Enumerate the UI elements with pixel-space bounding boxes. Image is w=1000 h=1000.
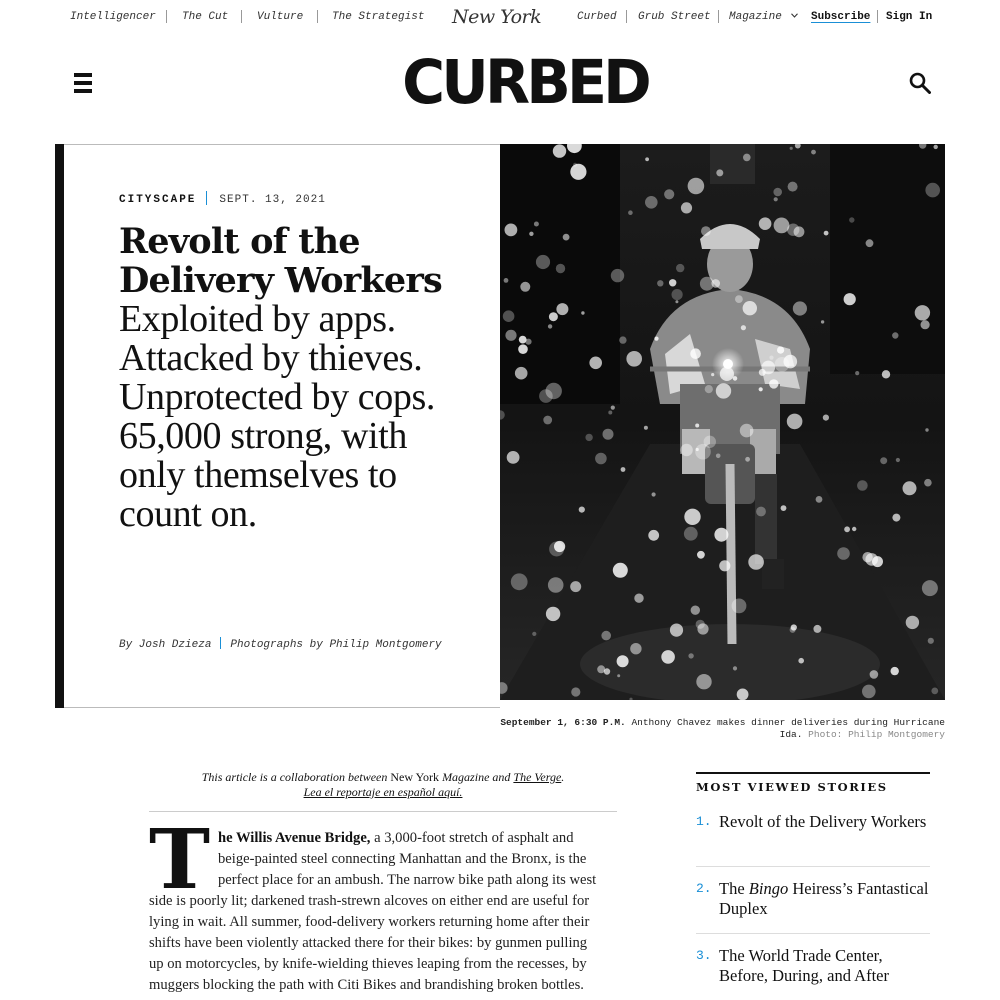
rain-drop — [503, 310, 515, 322]
nav-magazine[interactable] — [729, 11, 798, 23]
rain-drop — [733, 376, 738, 381]
rain-drop — [720, 367, 734, 381]
rain-drop — [781, 505, 787, 511]
rain-drop — [507, 451, 520, 464]
headline-italic: Bingo — [748, 879, 789, 898]
rain-drop — [922, 580, 938, 596]
search-icon[interactable] — [909, 72, 931, 94]
rain-drop — [915, 305, 930, 320]
rain-drop — [745, 457, 750, 462]
caption-time: September 1, 6:30 P.M. — [500, 717, 626, 728]
rain-drop — [823, 415, 829, 421]
rain-drop — [714, 528, 728, 542]
rain-drop — [816, 496, 823, 503]
rain-drop — [645, 196, 658, 209]
rain-drop — [691, 606, 700, 615]
rain-drop — [759, 217, 772, 230]
rain-drop — [696, 674, 711, 689]
rain-drop — [735, 295, 743, 303]
nav-divider — [718, 10, 719, 23]
rain-drop — [664, 189, 674, 199]
rain-drop — [696, 448, 699, 451]
rain-drop — [681, 202, 692, 213]
rain-drop — [855, 371, 859, 375]
rain-drop — [595, 453, 607, 465]
rain-drop — [505, 330, 516, 341]
rain-drop — [657, 280, 663, 286]
rain-drop — [759, 387, 763, 391]
collab-period: . — [561, 770, 565, 784]
rain-drop — [645, 157, 649, 161]
caption-text: Anthony Chavez makes dinner deliveries during Hurricane Ida. — [631, 717, 945, 740]
rain-drop — [762, 361, 776, 375]
body-line: up on motorcycles, by knife-wielding thieves leaping from the recesses, by — [149, 956, 587, 972]
rain-drop — [811, 150, 816, 155]
most-viewed-rule — [696, 772, 930, 774]
rain-drop — [733, 666, 737, 670]
rain-drop — [925, 183, 940, 198]
rain-drop — [603, 429, 614, 440]
rain-drop — [837, 547, 850, 560]
rain-drop — [704, 436, 716, 448]
rain-drop — [579, 507, 585, 513]
rain-drop — [611, 269, 624, 282]
rain-drop — [669, 279, 676, 286]
curbed-logo[interactable]: CURBED — [402, 47, 648, 118]
rain-drop — [661, 650, 675, 664]
headline-title: Revolt of the Delivery Workers — [119, 221, 442, 301]
headline-part: Heiress’s Fantastical Duplex — [719, 879, 929, 918]
nav-curbed[interactable]: Curbed — [577, 11, 617, 23]
rain-drop — [628, 210, 633, 215]
rain-drop — [534, 222, 539, 227]
rain-drop — [732, 599, 747, 614]
rain-drop — [554, 541, 565, 552]
collaboration-note — [149, 770, 617, 800]
rain-drop — [543, 416, 552, 425]
rain-drop — [648, 530, 659, 541]
rain-drop — [769, 379, 778, 388]
rain-drop — [634, 594, 643, 603]
rain-drop — [852, 527, 856, 531]
rain-drop — [743, 301, 757, 315]
rain-drop — [504, 278, 509, 283]
rain-drop — [716, 383, 731, 398]
rain-drop — [849, 217, 854, 222]
publish-date: SEPT. 13, 2021 — [219, 194, 326, 206]
rain-drop — [644, 426, 648, 430]
rain-drop — [520, 282, 530, 292]
rain-drop — [711, 373, 714, 376]
hero-photo — [500, 144, 945, 700]
spanish-version-link[interactable]: Lea el reportaje en español aquí. — [303, 785, 463, 799]
rain-drop — [675, 300, 678, 303]
rain-drop — [716, 169, 723, 176]
rain-drop — [866, 239, 874, 247]
rain-drop — [788, 182, 798, 192]
hamburger-icon[interactable] — [74, 73, 92, 95]
rain-drop — [573, 163, 577, 167]
collab-magazine: Magazine — [442, 770, 490, 784]
rain-drop — [719, 560, 730, 571]
rain-drop — [892, 332, 898, 338]
rain-drop — [740, 424, 754, 438]
rain-drop — [892, 514, 900, 522]
nav-the-strategist[interactable]: The Strategist — [332, 11, 425, 23]
byline-divider — [220, 637, 221, 649]
nav-vulture[interactable]: Vulture — [257, 11, 304, 23]
collab-and: and — [492, 770, 511, 784]
body-line — [149, 828, 617, 849]
rain-drop — [684, 527, 698, 541]
headline-part: The — [719, 879, 749, 898]
most-viewed-divider — [696, 866, 930, 867]
collab-new-york: New York — [390, 770, 440, 784]
collab-text: This article is a collaboration between — [201, 770, 388, 784]
rain-drop — [619, 336, 626, 343]
most-viewed-item-2[interactable] — [696, 879, 930, 923]
rain-drop — [684, 509, 700, 525]
rain-drop — [813, 625, 821, 633]
rain-drop — [585, 434, 592, 441]
rain-drop — [548, 577, 564, 593]
rain-drop — [688, 653, 693, 658]
article-body — [149, 828, 617, 996]
most-viewed-headline: Revolt of the Delivery Workers — [719, 812, 927, 831]
rain-drop — [701, 226, 711, 236]
rain-drop — [515, 367, 528, 380]
rain-drop — [880, 457, 887, 464]
rain-drop — [563, 234, 570, 241]
rain-drop — [539, 389, 553, 403]
rain-drop — [570, 581, 581, 592]
most-viewed-rank: 3. — [696, 948, 712, 963]
rain-drop — [777, 347, 784, 354]
rain-drop — [680, 444, 692, 456]
rain-drop — [581, 311, 584, 314]
rain-drop — [700, 277, 714, 291]
rain-drop — [891, 667, 899, 675]
rain-drop — [906, 616, 919, 629]
photographer-credit: Photographs by Philip Montgomery — [230, 639, 442, 651]
rain-drop — [774, 218, 790, 234]
most-viewed-item-3[interactable] — [696, 946, 930, 990]
rain-drop — [769, 356, 773, 360]
rain-drop — [790, 147, 793, 150]
nav-divider — [166, 10, 167, 23]
rain-drop — [857, 480, 868, 491]
rain-drop — [865, 553, 878, 566]
body-line: side is poorly lit; darkened trash-strewn alcoves on either end are useful for — [149, 893, 590, 909]
rain-drop — [773, 188, 782, 197]
rain-drop — [790, 627, 796, 633]
sign-in-link[interactable]: Sign In — [886, 11, 933, 23]
rain-drop — [716, 454, 721, 459]
nav-divider — [241, 10, 242, 23]
rain-drop — [870, 670, 879, 679]
rain-drop — [787, 414, 803, 430]
nav-divider — [626, 10, 627, 23]
nav-the-cut[interactable]: The Cut — [182, 11, 229, 23]
most-viewed-rank: 1. — [696, 814, 712, 829]
rain-drop — [617, 655, 629, 667]
chevron-down-icon — [791, 13, 798, 18]
rain-drop — [548, 324, 552, 328]
rain-drop — [549, 312, 558, 321]
nav-intelligencer[interactable]: Intelligencer — [70, 11, 156, 23]
rain-drop — [844, 526, 850, 532]
rain-drop — [529, 232, 533, 236]
rain-drop — [589, 357, 602, 370]
rain-drop — [597, 665, 605, 673]
rain-drop — [821, 320, 824, 323]
rain-drop — [774, 197, 778, 201]
most-viewed-headline — [719, 879, 929, 919]
byline — [119, 637, 442, 651]
rain-drop — [688, 178, 705, 195]
body-line: perfect place for an ambush. The narrow bike path along its west — [218, 872, 597, 888]
rain-drop — [705, 385, 713, 393]
the-verge-link[interactable]: The Verge — [513, 770, 562, 784]
rain-drop — [903, 481, 917, 495]
most-viewed-divider — [696, 933, 930, 934]
nav-grub-street[interactable]: Grub Street — [638, 11, 711, 23]
rain-drop — [532, 632, 536, 636]
hero-photo-image — [500, 144, 945, 700]
rain-drop — [621, 467, 626, 472]
body-line-text: a 3,000-foot stretch of asphalt and — [370, 830, 574, 846]
rain-drop — [519, 336, 527, 344]
rain-drop — [934, 145, 938, 149]
rain-drop — [743, 154, 751, 162]
rain-drop — [921, 320, 930, 329]
rain-drop — [570, 164, 586, 180]
rain-drop — [697, 551, 705, 559]
most-viewed-item-1[interactable] — [696, 812, 930, 856]
section-link[interactable]: CITYSCAPE — [119, 194, 197, 206]
rain-drop — [571, 687, 580, 696]
new-york-logo[interactable]: New York — [452, 6, 542, 28]
rain-drop — [536, 255, 550, 269]
subscribe-link[interactable]: Subscribe — [811, 11, 871, 23]
body-line: muggers blocking the path with Citi Bikes and brandishing broken bottles. — [149, 977, 584, 993]
rain-drop — [925, 428, 928, 431]
rain-drop — [896, 458, 900, 462]
rain-drop — [546, 607, 560, 621]
drop-cap: T — [149, 812, 211, 908]
rain-drop — [793, 301, 807, 315]
rain-drop — [654, 337, 658, 341]
rain-drop — [676, 264, 684, 272]
body-line: shifts have been violently attacked there for their bikes: by gunmen pulling — [149, 935, 588, 951]
rain-drop — [798, 658, 804, 664]
most-viewed-rank: 2. — [696, 881, 712, 896]
rain-drop — [748, 554, 764, 570]
headline-dek: Exploited by apps. Attacked by thieves. Unprotected by cops. 65,000 strong, with only themselves to count on. — [119, 298, 435, 535]
body-line: lying in wait. All summer, food-delivery workers returning home after their — [149, 914, 590, 930]
photo-caption — [500, 717, 945, 741]
rain-drop — [613, 563, 628, 578]
rain-drop — [741, 325, 746, 330]
rain-drop — [556, 303, 568, 315]
nav-divider — [317, 10, 318, 23]
nav-magazine-label: Magazine — [729, 11, 782, 23]
article-divider — [149, 811, 617, 812]
rain-drop — [652, 492, 656, 496]
rain-drop — [844, 293, 856, 305]
rain-drop — [931, 688, 938, 695]
article-rubric — [119, 191, 326, 206]
rain-drop — [862, 685, 876, 699]
rain-drop — [553, 144, 566, 157]
rain-drop — [924, 479, 932, 487]
rain-drop — [611, 406, 615, 410]
rain-drop — [756, 507, 766, 517]
rain-drop — [630, 643, 641, 654]
most-viewed-title: MOST VIEWED STORIES — [696, 780, 888, 794]
rain-drop — [626, 351, 642, 367]
rain-drop — [556, 264, 565, 273]
rain-drop — [690, 348, 701, 359]
body-line: beige-painted steel connecting Manhattan and the Bronx, is the — [218, 851, 587, 867]
rain-drop — [672, 289, 683, 300]
article-headline — [119, 222, 459, 534]
most-viewed-headline: The World Trade Center, Before, During, and After — [719, 946, 889, 985]
rain-drop — [695, 424, 699, 428]
caption-credit: Photo: Philip Montgomery — [808, 729, 945, 740]
rain-drop — [601, 631, 611, 641]
lead-in: he Willis Avenue Bridge, — [218, 830, 371, 846]
rain-drop — [737, 689, 749, 701]
rain-drop — [617, 674, 620, 677]
rain-drop — [518, 344, 528, 354]
author-link[interactable]: By Josh Dzieza — [119, 639, 212, 651]
rain-drop — [775, 357, 790, 372]
rain-drop — [882, 370, 890, 378]
rubric-divider — [206, 191, 207, 205]
rain-drop — [824, 231, 829, 236]
rain-drop — [608, 411, 612, 415]
network-bar — [0, 0, 1000, 34]
hero-accent-bar — [55, 144, 64, 708]
rain-drop — [670, 624, 683, 637]
rain-drop — [511, 573, 528, 590]
rain-drop — [928, 638, 934, 644]
rain-drop — [505, 224, 518, 237]
rain-drop — [696, 620, 705, 629]
nav-divider — [877, 10, 878, 23]
